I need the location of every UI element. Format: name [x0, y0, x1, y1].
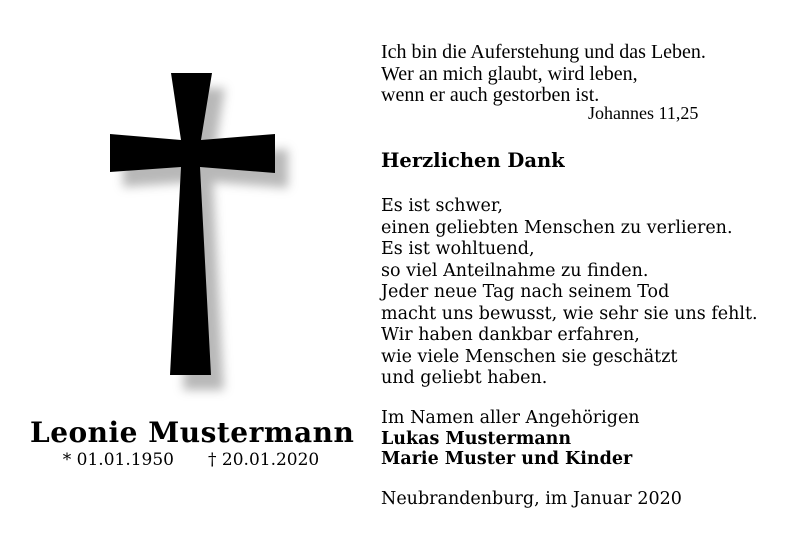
verse-line: Wer an mich glaubt, wird leben, — [381, 62, 638, 85]
life-dates — [30, 448, 352, 472]
message-line: einen geliebten Menschen zu verlieren. — [381, 217, 733, 238]
verse-line: Ich bin die Auferstehung und das Leben. — [381, 41, 706, 63]
message-line: Es ist schwer, — [381, 196, 503, 216]
thanks-heading: Herzlichen Dank — [381, 149, 565, 172]
message-line: so viel Anteilnahme zu finden. — [381, 260, 649, 281]
message-line: Jeder neue Tag nach seinem Tod — [381, 282, 670, 302]
deceased-name: Leonie Mustermann — [30, 416, 355, 449]
message-line: macht uns bewusst, wie sehr sie uns fehlt. — [381, 303, 758, 324]
cross-shape — [110, 73, 275, 375]
message-line: und geliebt haben. — [381, 368, 548, 388]
birth-date: * 01.01.1950 — [62, 450, 174, 470]
message-line: Es ist wohltuend, — [381, 239, 535, 259]
memorial-cross-icon — [110, 73, 275, 375]
thanks-message — [381, 196, 758, 390]
verse-attribution: Johannes 11,25 — [588, 103, 699, 123]
death-date: † 20.01.2020 — [208, 450, 320, 470]
family-name: Lukas Mustermann — [381, 428, 572, 449]
family-name: Marie Muster und Kinder — [381, 449, 633, 469]
place-date: Neubrandenburg, im Januar 2020 — [381, 489, 682, 509]
verse-line: wenn er auch gestorben ist. — [381, 84, 600, 106]
closing-intro: Im Namen aller Angehörigen — [381, 408, 640, 428]
bible-verse — [381, 42, 706, 107]
message-line: wie viele Menschen sie geschätzt — [381, 346, 678, 367]
message-line: Wir haben dankbar erfahren, — [381, 325, 640, 345]
closing-block — [381, 408, 640, 470]
